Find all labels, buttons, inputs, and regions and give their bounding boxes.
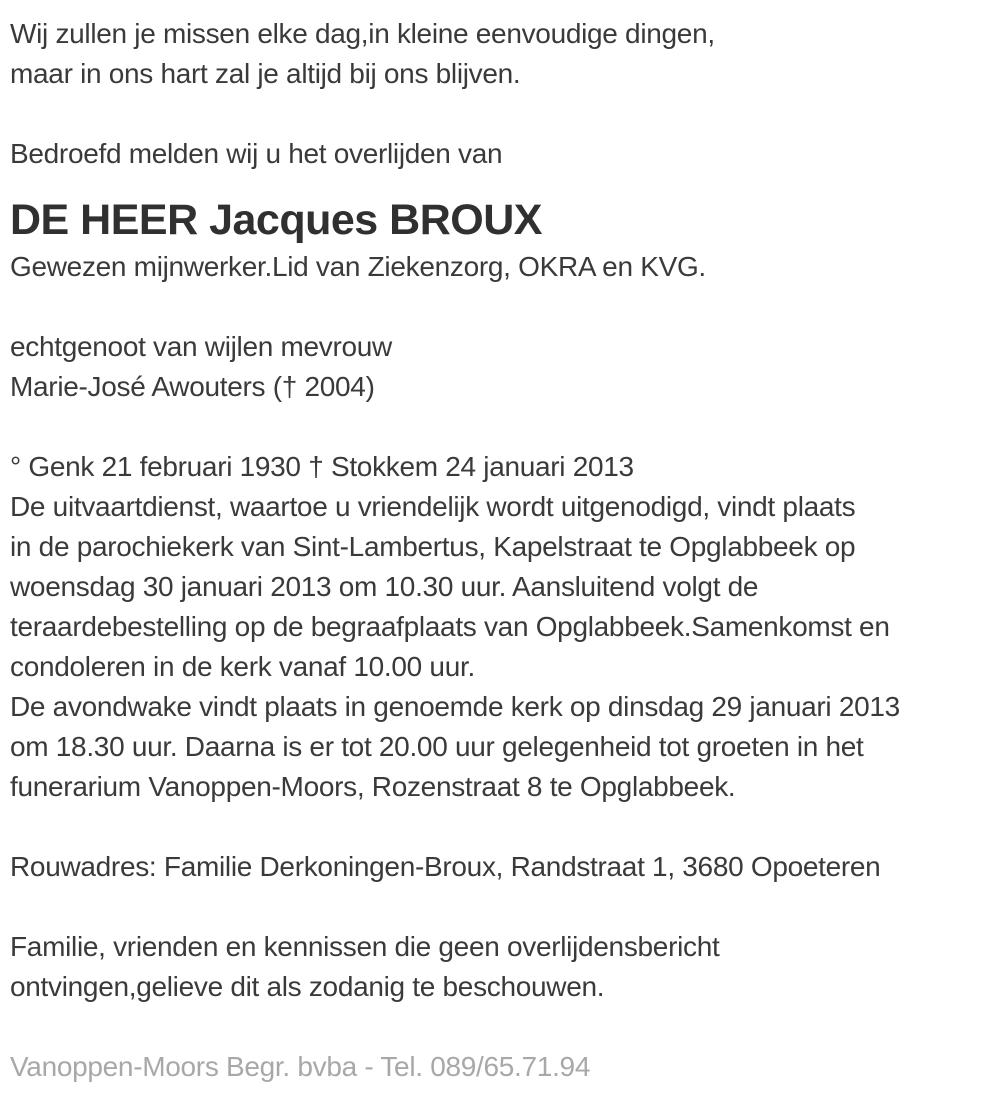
funeral-service-line-4: teraardebestelling op de begraafplaats van Opglabbeek.Samenkomst en — [10, 611, 890, 642]
funeral-service-line-1: De uitvaartdienst, waartoe u vriendelijk wordt uitgenodigd, vindt plaats — [10, 491, 856, 522]
spacer — [10, 94, 994, 134]
funeral-service-line-5: condoleren in de kerk vanaf 10.00 uur. — [10, 651, 475, 682]
spouse-line-1: echtgenoot van wijlen mevrouw — [10, 331, 392, 362]
mourning-address: Rouwadres: Familie Derkoningen-Broux, Randstraat 1, 3680 Opoeteren — [10, 851, 881, 882]
footer-funeral-home: Vanoppen-Moors Begr. bvba - Tel. 089/65.71.94 — [10, 1051, 591, 1082]
funeral-service-line-3: woensdag 30 januari 2013 om 10.30 uur. Aansluitend volgt de — [10, 571, 759, 602]
spacer — [10, 887, 994, 927]
wake-line-1: De avondwake vindt plaats in genoemde kerk op dinsdag 29 januari 2013 — [10, 691, 900, 722]
memorial-verse-line-2: maar in ons hart zal je altijd bij ons blijven. — [10, 58, 521, 89]
notice-line-1: Familie, vrienden en kennissen die geen overlijdensbericht — [10, 931, 720, 962]
notice-line-2: ontvingen,gelieve dit als zodanig te beschouwen. — [10, 971, 605, 1002]
life-dates: ° Genk 21 februari 1930 † Stokkem 24 januari 2013 — [10, 451, 634, 482]
memorial-verse-line-1: Wij zullen je missen elke dag,in kleine eenvoudige dingen, — [10, 18, 715, 49]
wake-line-3: funerarium Vanoppen-Moors, Rozenstraat 8 te Opglabbeek. — [10, 771, 736, 802]
spacer — [10, 407, 994, 447]
spacer — [10, 1007, 994, 1047]
funeral-service-line-2: in de parochiekerk van Sint-Lambertus, Kapelstraat te Opglabbeek op — [10, 531, 856, 562]
announcement-intro: Bedroefd melden wij u het overlijden van — [10, 138, 503, 169]
spacer — [10, 807, 994, 847]
deceased-name-heading: DE HEER Jacques BROUX — [10, 196, 542, 244]
spouse-line-2: Marie-José Awouters († 2004) — [10, 371, 375, 402]
wake-line-2: om 18.30 uur. Daarna is er tot 20.00 uur gelegenheid tot groeten in het — [10, 731, 864, 762]
deceased-description: Gewezen mijnwerker.Lid van Ziekenzorg, OKRA en KVG. — [10, 251, 706, 282]
spacer — [10, 287, 994, 327]
